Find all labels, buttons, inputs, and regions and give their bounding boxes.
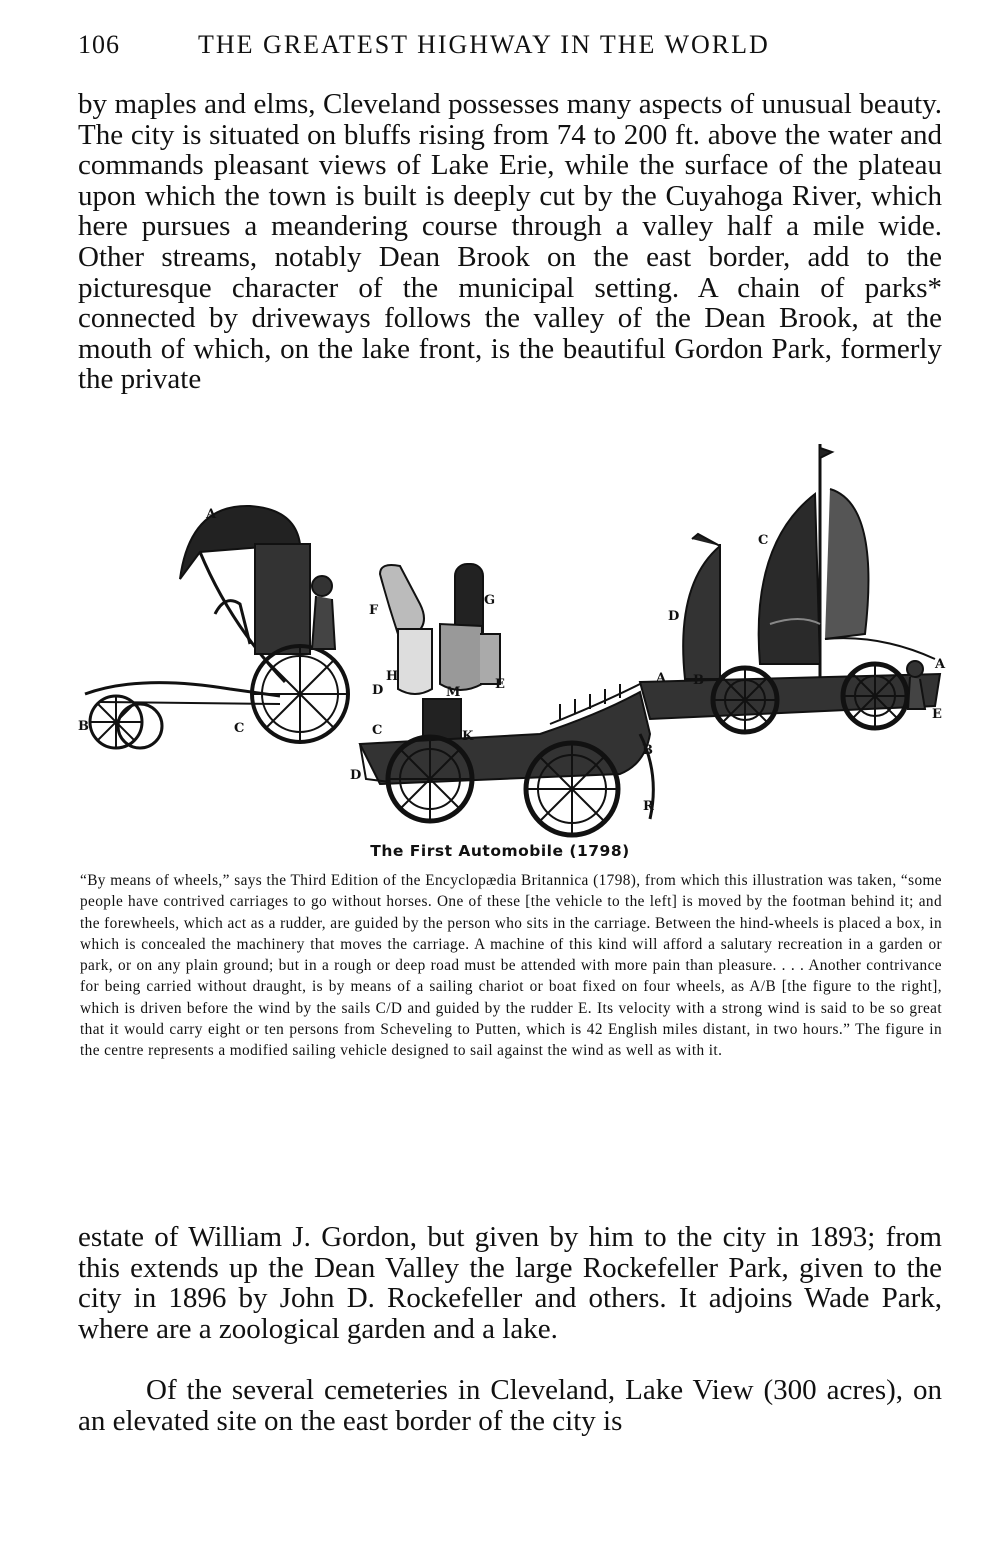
page-number: 106 — [78, 30, 120, 59]
label-E-center: E — [495, 677, 505, 692]
label-C-left: C — [234, 721, 245, 736]
label-A-left: A — [206, 507, 217, 522]
label-R-center: R — [643, 799, 654, 814]
figure-illustration — [80, 434, 950, 842]
sailing-chariot-drawing — [640, 444, 940, 732]
label-B-center: B — [642, 743, 653, 758]
figure-caption-title: The First Automobile (1798) — [370, 842, 630, 860]
label-H-center: H — [386, 669, 399, 684]
label-G-center: G — [484, 593, 496, 608]
label-K-center: K — [462, 729, 474, 744]
engraving-illustration — [80, 434, 950, 842]
label-B-right: B — [693, 673, 704, 688]
left-carriage-drawing — [85, 506, 348, 748]
label-M-center: M — [446, 685, 461, 700]
label-E-right: E — [932, 707, 942, 722]
running-head: THE GREATEST HIGHWAY IN THE WORLD — [198, 30, 770, 59]
label-F-center: F — [369, 603, 379, 618]
label-A-right: A — [935, 657, 946, 672]
body-paragraph-2: estate of William J. Gordon, but given by him to the city in 1893; from this extends up the Dean Valley the large Rockefeller Park, given to the city in 1896 by John D. Rockefeller and others. It adjoins Wade Park, where are a zoological garden and a lake. — [78, 1221, 942, 1345]
body-paragraph-1: by maples and elms, Cleveland possesses many aspects of unusual beauty. The city is situated on bluffs rising from 74 to 200 ft. above the water and commands pleasant views of Lake Erie, while the surface of the plateau upon which the town is built is deeply cut by the Cuyahoga River, which here pursues a meandering course through a valley half a mile wide. Other streams, notably Dean Brook on the east border, add to the picturesque character of the municipal setting. A chain of parks* connected by driveways follows the valley of the Dean Brook, at the mouth of which, on the lake front, is the beautiful Gordon Park, formerly the private — [78, 88, 942, 396]
label-D-right: D — [668, 609, 680, 624]
center-carriage-drawing — [360, 564, 653, 835]
figure-caption-text: “By means of wheels,” says the Third Edition of the Encyclopædia Britannica (1798), from which this illustration was taken, “some people have contrived carriages to go without horses. One of these [the vehicle to the left] is moved by the footman behind it; and the forewheels, which act as a rudder, are guided by the person who sits in the carriage. Between the hind-wheels is placed a box, in which is concealed the machinery that moves the carriage. A machine of this kind will afford a salutary recreation in a garden or park, or on any plain ground; but in a rough or deep road must be attended with more pain than pleasure. . . . Another contrivance for being carried without draught, is by means of a sailing chariot or boat fixed on four wheels, as A/B [the figure to the right], which is driven before the wind by the sails C/D and guided by the rudder E. Its velocity with a strong wind is said to be so great that it would carry eight or ten persons from Scheveling to Putten, which is 42 English miles distant, in two hours.” The figure in the centre represents a modified sailing vehicle designed to sail against the wind as well as with it. — [80, 872, 942, 1060]
page-header — [78, 30, 940, 64]
label-A-center: A — [656, 671, 667, 686]
label-C-right: C — [758, 533, 769, 548]
label-B-left: B — [78, 719, 89, 734]
label-C-center: C — [372, 723, 383, 738]
body-paragraph-3: Of the several cemeteries in Cleveland, Lake View (300 acres), on an elevated site on the east border of the city is — [78, 1374, 942, 1437]
label-D-left: D — [372, 683, 384, 698]
label-D-center: D — [350, 768, 362, 783]
